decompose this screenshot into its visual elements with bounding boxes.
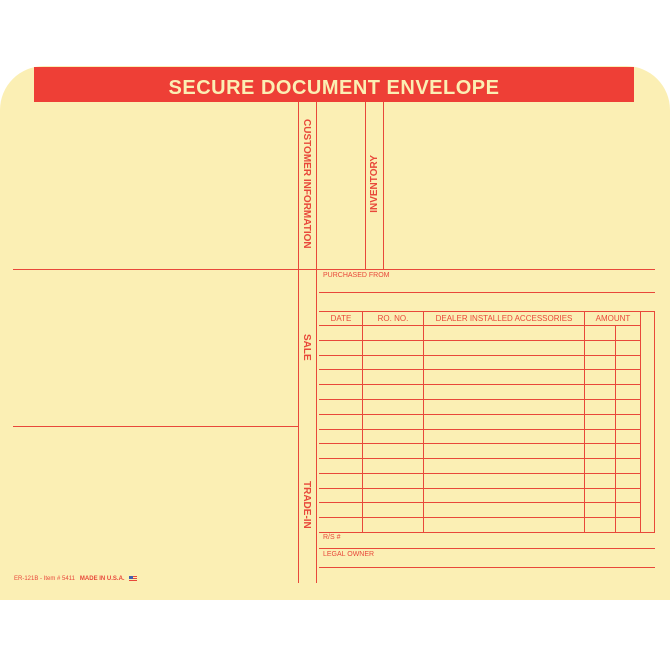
header-bar xyxy=(34,67,634,102)
label-customer-information: CUSTOMER INFORMATION xyxy=(301,119,312,249)
footer-made-in: MADE IN U.S.A. xyxy=(79,576,125,583)
table-row-line xyxy=(319,443,641,444)
footer-item-code: ER-121B - Item # 5411 xyxy=(14,576,75,583)
col-line-right xyxy=(640,311,641,532)
table-top-line xyxy=(319,311,655,312)
col-header-accessories: DEALER INSTALLED ACCESSORIES xyxy=(435,314,573,323)
label-sale: SALE xyxy=(301,334,312,361)
table-row-line xyxy=(319,488,641,489)
table-row-line xyxy=(319,340,641,341)
table-bottom-line xyxy=(319,532,655,533)
table-row-line xyxy=(319,414,641,415)
envelope-title: SECURE DOCUMENT ENVELOPE xyxy=(168,77,500,99)
divider-horizontal-tradein xyxy=(13,426,298,427)
divider-horizontal-sale xyxy=(13,269,655,270)
label-legal-owner: LEGAL OWNER xyxy=(323,551,375,558)
divider-vertical-left xyxy=(298,102,299,583)
label-trade-in: TRADE-IN xyxy=(301,481,312,529)
col-line-outer xyxy=(654,311,655,532)
inventory-line-left xyxy=(365,102,366,269)
table-row-line xyxy=(319,384,641,385)
envelope-body xyxy=(0,66,670,600)
inventory-line-right xyxy=(383,102,384,269)
col-header-amount: AMOUNT xyxy=(595,314,631,323)
table-row-line xyxy=(319,502,641,503)
purchased-from-line xyxy=(319,292,655,293)
table-row-line xyxy=(319,355,641,356)
col-header-date: DATE xyxy=(330,314,352,323)
table-header-line xyxy=(319,325,641,326)
table-row-line xyxy=(319,473,641,474)
footer xyxy=(14,576,137,582)
us-flag-icon xyxy=(129,576,137,581)
table-row-line xyxy=(319,399,641,400)
label-inventory: INVENTORY xyxy=(369,155,380,213)
table-row-line xyxy=(319,458,641,459)
col-header-ro-no: RO. NO. xyxy=(377,314,409,323)
col-line-ro xyxy=(362,311,363,532)
table-row-line xyxy=(319,429,641,430)
col-line-accessories xyxy=(423,311,424,532)
table-row-line xyxy=(319,369,641,370)
divider-vertical-right xyxy=(316,102,317,583)
col-line-amount xyxy=(584,311,585,532)
label-purchased-from: PURCHASED FROM xyxy=(323,272,390,279)
rs-number-line xyxy=(319,548,655,549)
table-row-line xyxy=(319,517,641,518)
label-rs-number: R/S # xyxy=(323,534,341,541)
legal-owner-line xyxy=(319,567,655,568)
